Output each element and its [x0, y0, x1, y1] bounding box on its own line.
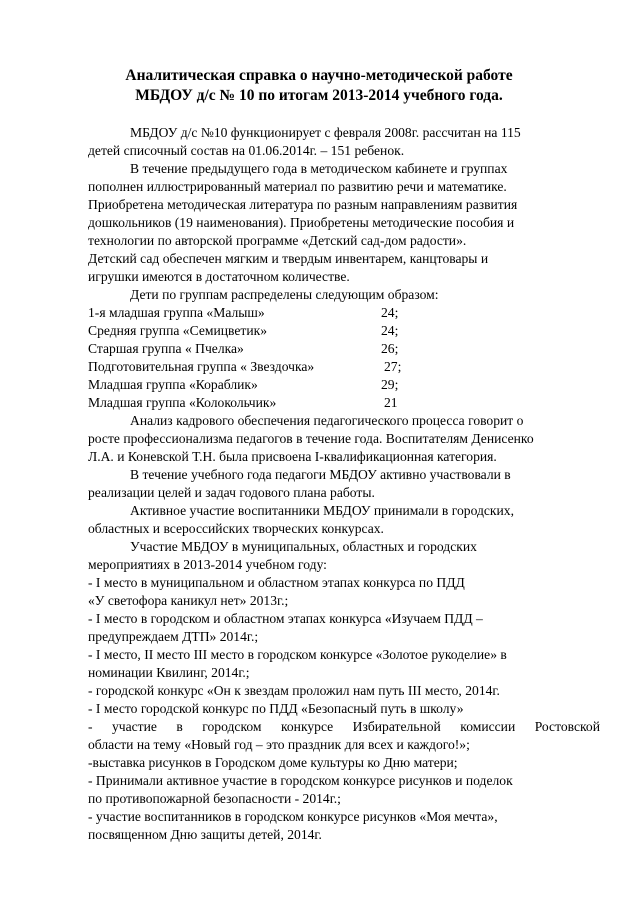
title-line-2: МБДОУ д/с № 10 по итогам 2013-2014 учебного года. — [135, 87, 503, 104]
body-line: росте профессионализма педагогов в течение года. Воспитателям Денисенко — [88, 431, 534, 446]
word: Избирательной — [352, 719, 441, 734]
achievement-line: - I место в городском и областном этапах конкурса «Изучаем ПДД – — [88, 611, 483, 626]
intro-line: игрушки имеются в достаточном количестве. — [88, 269, 350, 284]
group-count: 27; — [384, 359, 402, 374]
achievement-line: - I место в муниципальном и областном этапах конкурса по ПДД — [88, 575, 465, 590]
word: комиссии — [460, 719, 516, 734]
group-name: Младшая группа «Кораблик» — [88, 377, 258, 392]
word: конкурсе — [280, 719, 334, 734]
body-line: Активное участие воспитанники МБДОУ принимали в городских, — [130, 503, 514, 518]
group-name: Старшая группа « Пчелка» — [88, 341, 244, 356]
body-line: мероприятиях в 2013-2014 учебном году: — [88, 557, 327, 572]
intro-line: Приобретена методическая литература по разным направлениям развития — [88, 197, 518, 212]
intro-line: Детский сад обеспечен мягким и твердым инвентарем, канцтовары и — [88, 251, 489, 266]
body-line: реализации целей и задач годового плана работы. — [88, 485, 375, 500]
achievement-line: - городской конкурс «Он к звездам проложил нам путь III место, 2014г. — [88, 683, 500, 698]
intro-line: пополнен иллюстрированный материал по развитию речи и математике. — [88, 179, 507, 194]
group-name: Младшая группа «Колокольчик» — [88, 395, 277, 410]
achievement-line: области на тему «Новый год – это праздник для всех и каждого!»; — [88, 737, 470, 752]
group-count: 21 — [384, 395, 398, 410]
intro-line: дошкольников (19 наименования). Приобретены методические пособия и — [88, 215, 515, 230]
achievement-line: - I место городской конкурс по ПДД «Безопасный путь в школу» — [88, 701, 464, 716]
achievement-line: по противопожарной безопасности - 2014г.; — [88, 791, 341, 806]
group-count: 29; — [381, 377, 399, 392]
intro-line: технологии по авторской программе «Детский сад-дом радости». — [88, 233, 467, 248]
achievement-line: номинации Квилинг, 2014г.; — [88, 665, 250, 680]
body-line: областных и всероссийских творческих конкурсах. — [88, 521, 384, 536]
achievement-line: - участие воспитанников в городском конкурсе рисунков «Моя мечта», — [88, 809, 498, 824]
title-line-1: Аналитическая справка о научно-методической работе — [125, 67, 513, 84]
group-name: 1-я младшая группа «Малыш» — [88, 305, 265, 320]
achievement-line: - I место, II место III место в городском конкурсе «Золотое рукоделие» в — [88, 647, 507, 662]
intro-line: В течение предыдущего года в методическом кабинете и группах — [130, 161, 508, 176]
achievement-line: -выставка рисунков в Городском доме культуры ко Дню матери; — [88, 755, 458, 770]
achievement-line: посвященном Дню защиты детей, 2014г. — [88, 827, 322, 842]
intro-line: МБДОУ д/с №10 функционирует с февраля 2008г. рассчитан на 115 — [130, 125, 521, 140]
group-count: 26; — [381, 341, 399, 356]
word: Ростовской — [534, 719, 600, 734]
word: в — [176, 719, 183, 734]
body-line: Анализ кадрового обеспечения педагогического процесса говорит о — [130, 413, 524, 428]
group-count: 24; — [381, 323, 399, 338]
intro-line: детей списочный состав на 01.06.2014г. – 151 ребенок. — [88, 143, 405, 158]
word: - — [88, 719, 93, 734]
body-line: Участие МБДОУ в муниципальных, областных и городских — [130, 539, 477, 554]
group-count: 24; — [381, 305, 399, 320]
body-line: В течение учебного года педагоги МБДОУ активно участвовали в — [130, 467, 511, 482]
intro-line: Дети по группам распределены следующим образом: — [130, 287, 439, 302]
group-name: Средняя группа «Семицветик» — [88, 323, 267, 338]
achievement-line: предупреждаем ДТП» 2014г.; — [88, 629, 259, 644]
achievement-line: «У светофора каникул нет» 2013г.; — [88, 593, 289, 608]
word: городском — [202, 719, 262, 734]
achievement-line-justified — [88, 718, 600, 736]
achievement-line: - Принимали активное участие в городском конкурсе рисунков и поделок — [88, 773, 513, 788]
group-name: Подготовительная группа « Звездочка» — [88, 359, 315, 374]
word: участие — [111, 719, 157, 734]
body-line: Л.А. и Коневской Т.Н. была присвоена I-квалификационная категория. — [88, 449, 497, 464]
